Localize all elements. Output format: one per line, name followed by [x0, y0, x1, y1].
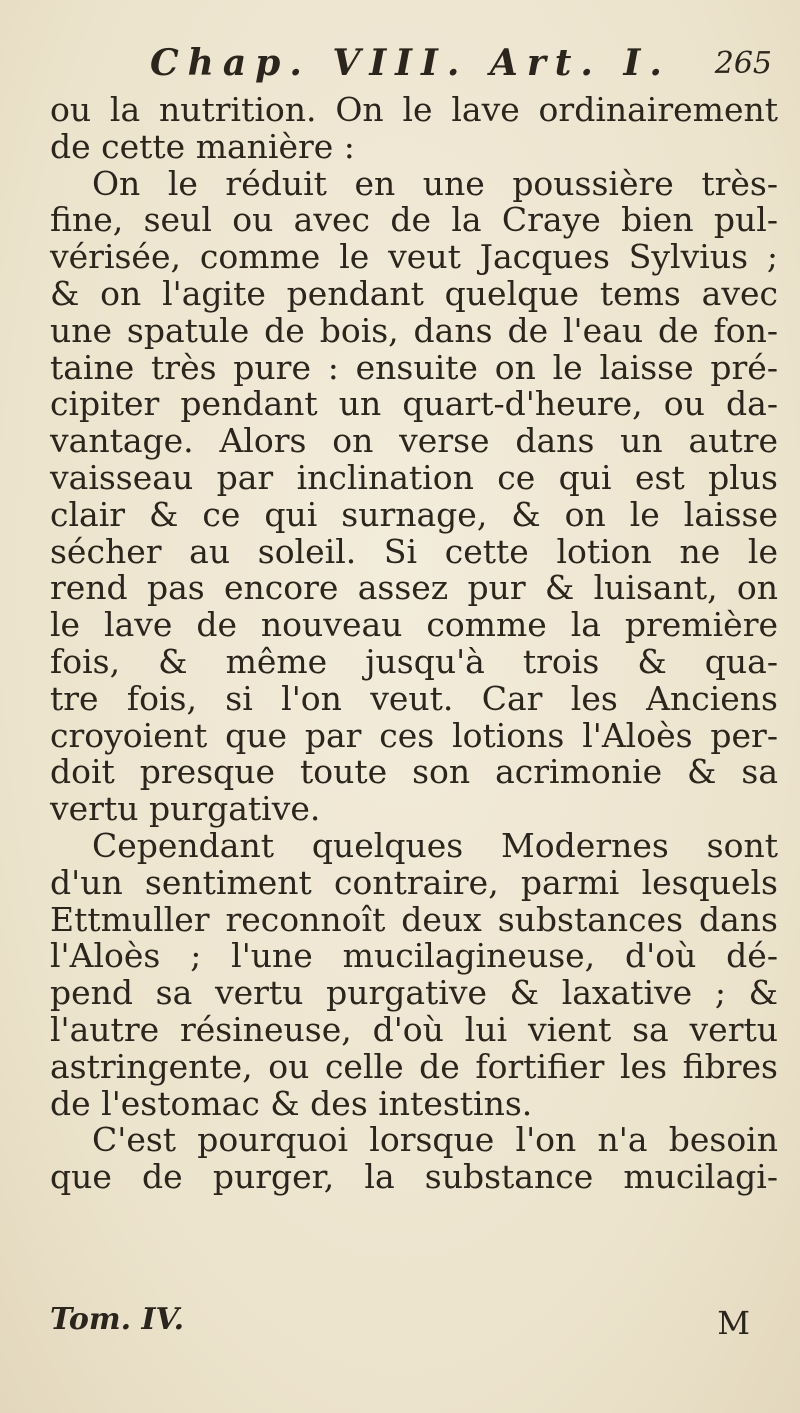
text-line: l'Aloès ; l'une mucilagineuse, d'où dé- — [50, 936, 778, 976]
text-line: On le réduit en une poussière très- — [92, 163, 778, 203]
signature-mark: M — [717, 1304, 750, 1342]
text-line: fine, seul ou avec de la Craye bien pul- — [50, 200, 778, 240]
page-header — [150, 42, 790, 86]
text-line: fois, & même jusqu'à trois & qua- — [50, 641, 778, 681]
text-line: ou la nutrition. On le lave ordinairement — [50, 90, 778, 129]
text-line: astringente, ou celle de fortifier les fibres — [50, 1046, 778, 1086]
text-line: que de purger, la substance mucilagi- — [50, 1157, 778, 1197]
text-line: de l'estomac & des intestins. — [50, 1083, 533, 1123]
page-footer — [50, 1302, 750, 1342]
running-title: Chap. VIII. Art. I. — [150, 42, 671, 84]
text-line: cipiter pendant un quart-d'heure, ou da- — [50, 384, 778, 424]
page-number: 265 — [714, 46, 772, 81]
text-line: & on l'agite pendant quelque tems avec — [50, 273, 778, 313]
text-line: tre fois, si l'on veut. Car les Anciens — [50, 678, 778, 718]
text-line: Ettmuller reconnoît deux substances dans — [50, 899, 778, 939]
text-line: sécher au soleil. Si cette lotion ne le — [50, 531, 778, 571]
text-line: le lave de nouveau comme la première — [50, 605, 778, 645]
text-line: de cette manière : — [50, 126, 355, 166]
text-line: vertu purgative. — [50, 789, 321, 829]
text-line: d'un sentiment contraire, parmi lesquels — [50, 862, 778, 902]
text-line: taine très pure : ensuite on le laisse pré- — [50, 347, 778, 387]
text-line: une spatule de bois, dans de l'eau de fon- — [50, 310, 778, 350]
text-line: croyoient que par ces lotions l'Aloès per- — [50, 715, 778, 755]
text-line: clair & ce qui surnage, & on le laisse — [50, 494, 778, 534]
text-line: vantage. Alors on verse dans un autre — [50, 421, 778, 461]
body-text — [50, 92, 778, 1196]
text-line: rend pas encore assez pur & luisant, on — [50, 568, 778, 608]
text-line: vérisée, comme le veut Jacques Sylvius ; — [50, 237, 778, 277]
volume-mark: Tom. IV. — [50, 1302, 185, 1337]
text-line: C'est pourquoi lorsque l'on n'a besoin — [92, 1120, 778, 1160]
text-line: doit presque toute son acrimonie & sa — [50, 752, 778, 792]
text-line: Cependant quelques Modernes sont — [92, 825, 778, 865]
text-line: l'autre résineuse, d'où lui vient sa vertu — [50, 1009, 778, 1049]
text-line: pend sa vertu purgative & laxative ; & — [50, 973, 778, 1013]
text-line: vaisseau par inclination ce qui est plus — [50, 457, 778, 497]
